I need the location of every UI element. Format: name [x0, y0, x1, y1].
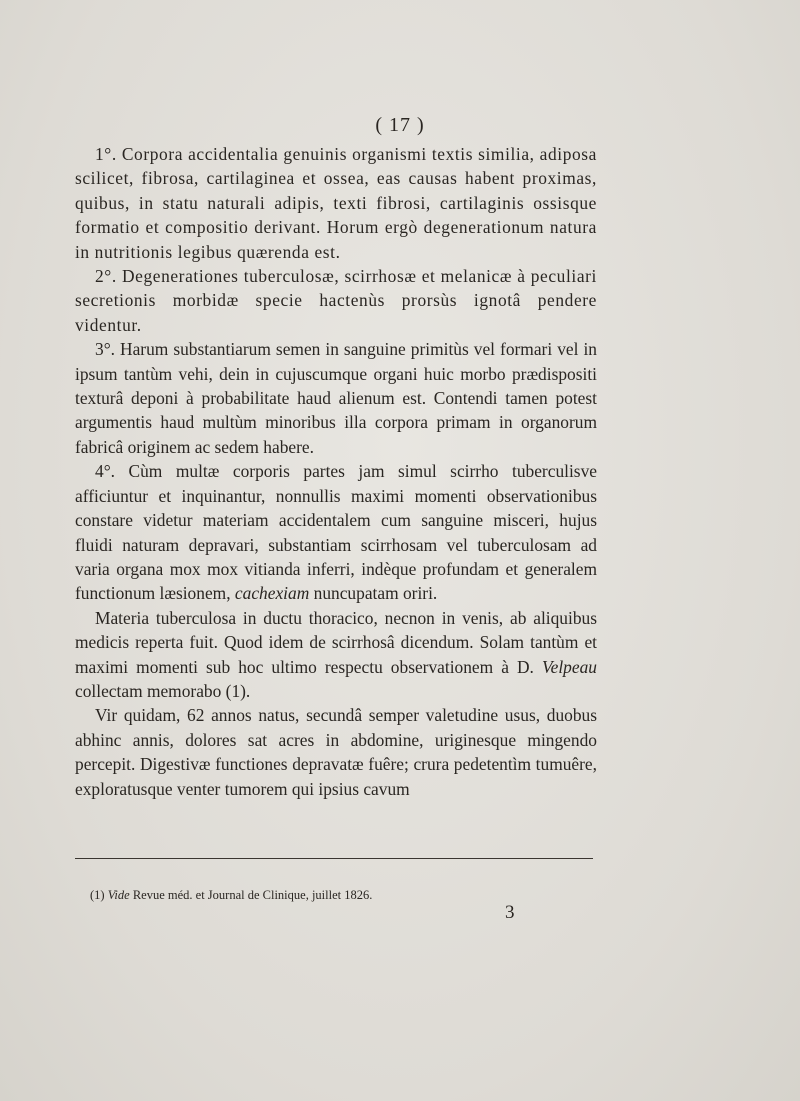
- paragraph-text: Vir quidam, 62 annos natus, secundâ semper valetudine usus, duobus abhinc annis, dolores sat acres in abdomine, uriginesque mingendo percepit. Digestivæ functiones depravatæ fuêre; crura pedetentìm tumuêre, exploratusque venter tumorem qui ipsius cavum: [75, 705, 597, 799]
- footnote-italic: Vide: [107, 888, 130, 902]
- paragraph-text: 1°. Corpora accidentalia genuinis organismi textis similia, adiposa scilicet, fibrosa, cartilaginea et ossea, eas causas habent proximas, quibus, in statu naturali adipis, texti fibrosi, cartilaginis ossisque formatio et compositio derivant. Horum ergò degenerationum natura in nutritionis legibus quærenda est.: [75, 144, 597, 262]
- paragraph-text: 3°. Harum substantiarum semen in sanguine primitùs vel formari vel in ipsum tantùm vehi, dein in cujuscumque organi huic morbo prædispositi texturâ deponi à probabilitate haud alienum est. Contendi tamen potest argumentis haud multùm minoribus illa corpora primam in organorum fabricâ originem ac sedem habere.: [75, 339, 597, 457]
- paragraph-text-end: nuncupatam oriri.: [313, 583, 438, 604]
- footnote-rule: [75, 858, 593, 859]
- paragraph-4: [75, 459, 597, 605]
- italic-term: cachexiam: [234, 583, 310, 604]
- paragraph-text: 4°. Cùm multæ corporis partes jam simul scirrho tuberculisve afficiuntur et inquinantur, nonnullis maximi momenti observationibus constare videtur materiam accidentalem cum sanguine misceri, hujus fluidi naturam depravari, substantiam scirrhosam vel tuberculosam ad varia organa mox mox vitianda inferri, indèque profundam et generalem functionum læsionem,: [75, 461, 597, 604]
- paragraph-text-end: collectam memorabo (1).: [75, 680, 251, 701]
- paragraph-text: Materia tuberculosa in ductu thoracico, necnon in venis, ab aliquibus medicis reperta fuit. Quod idem de scirrhosâ dicendum. Solam tantùm et maximi momenti sub hoc ultimo respectu observationem à D.: [75, 607, 597, 677]
- paragraph-2: [75, 264, 597, 337]
- paragraph-6: [75, 703, 597, 801]
- signature-mark: 3: [505, 902, 515, 923]
- footnote-text: Revue méd. et Journal de Clinique, juillet 1826.: [132, 888, 373, 902]
- footnote: [90, 888, 372, 903]
- body-text: [75, 142, 597, 801]
- paragraph-5: [75, 606, 597, 704]
- paragraph-1: [75, 142, 597, 264]
- footnote-marker: (1): [90, 888, 105, 902]
- paragraph-text: 2°. Degenerationes tuberculosæ, scirrhosæ et melanicæ à peculiari secretionis morbidæ specie hactenùs prorsùs ignotâ pendere videntur.: [75, 266, 597, 335]
- page-number: ( 17 ): [375, 114, 425, 136]
- italic-name: Velpeau: [541, 656, 597, 677]
- paragraph-3: [75, 337, 597, 459]
